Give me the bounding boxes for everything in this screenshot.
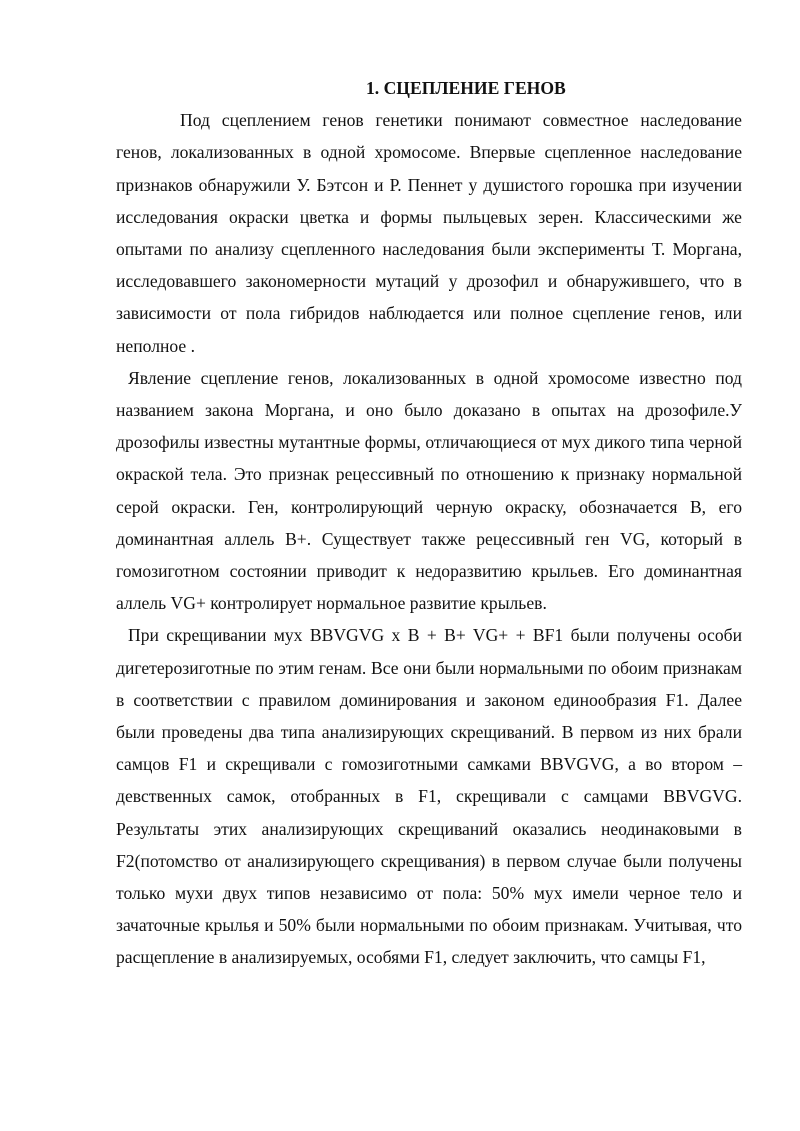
document-body xyxy=(116,72,742,974)
paragraph-1: Под сцеплением генов генетики понимают совместное наследование генов, локализованных в одной хромосоме. Впервые сцепленное наследование признаков обнаружили У. Бэтсон и Р. Пеннет у душистого горошка при изучении исследования окраски цветка и формы пыльцевых зерен. Классическими же опытами по анализу сцепленного наследования были эксперименты Т. Моргана, исследовавшего закономерности мутаций у дрозофил и обнаружившего, что в зависимости от пола гибридов наблюдается или полное сцепление генов, или неполное . xyxy=(116,110,742,356)
paragraph-2: Явление сцепление генов, локализованных в одной хромосоме известно под названием закона Моргана, и оно было доказано в опытах на дрозофиле.У дрозофилы известны мутантные формы, отличающиеся от мух дикого типа черной окраской тела. Это признак рецессивный по отношению к признаку нормальной серой окраски. Ген, контролирующий черную окраску, обозначается B, его доминантная аллель B+. Существует также рецессивный ген VG, который в гомозиготном состоянии приводит к недоразвитию крыльев. Его доминантная аллель VG+ контролирует нормальное развитие крыльев. xyxy=(116,367,742,614)
section-heading: 1. СЦЕПЛЕНИЕ ГЕНОВ xyxy=(366,78,566,98)
paragraph-3: При скрещивании мух BBVGVG x B + B+ VG+ + BF1 были получены особи дигетерозиготные по этим генам. Все они были нормальными по обоим признакам в соответствии с правилом доминирования и законом единообразия F1. Далее были проведены два типа анализирующих скрещиваний. В первом из них брали самцов F1 и скрещивали с гомозиготными самками BBVGVG, а во втором – девственных самок, отобранных в F1, скрещивали с самцами BBVGVG. Результаты этих анализирующих скрещиваний оказались неодинаковыми в F2(потомство от анализирующего скрещивания) в первом случае были получены только мухи двух типов независимо от пола: 50% мух имели черное тело и зачаточные крылья и 50% были нормальными по обоим признакам. Учитывая, что расщепление в анализируемых, особями F1, следует заключить, что самцы F1, xyxy=(116,625,742,968)
